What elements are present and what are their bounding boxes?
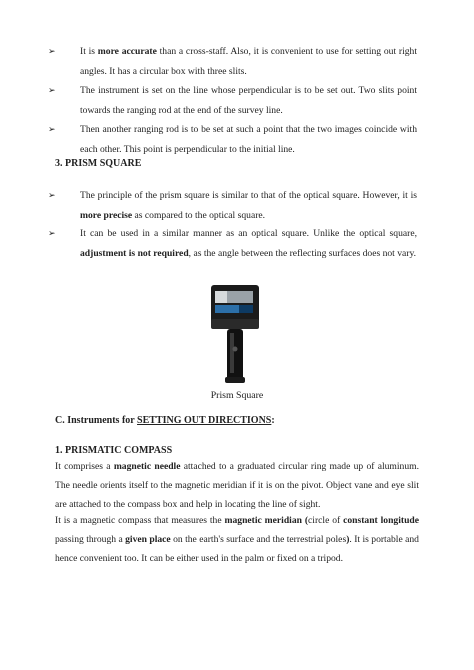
- section-heading: 3. PRISM SQUARE: [55, 158, 142, 169]
- bold-text: ): [346, 534, 350, 546]
- subsection-heading: 1. PRISMATIC COMPASS: [55, 445, 173, 456]
- bold-text: more accurate: [97, 46, 157, 57]
- bold-text: constant longitude: [343, 515, 419, 526]
- figure-caption: Prism Square: [210, 390, 264, 401]
- arrow-bullet-icon: ➢: [48, 46, 56, 56]
- compass-paragraph-2: It is a magnetic compass that measures the magnetic meridian (circle of constant longitude passing through a given place on the earth's surface and the terrestrial poles). It is portable and hence convenient too. It can be either used in the palm or fixed on a tripod.: [55, 515, 419, 565]
- bullet-text: It is more accurate than a cross-staff. Also, it is convenient to use for setting out right angles. It has a circular box with three slits.: [80, 46, 417, 77]
- arrow-bullet-icon: ➢: [48, 190, 56, 200]
- section-c-prefix: C. Instruments for: [55, 415, 138, 426]
- prism-square-image: [207, 283, 263, 385]
- section-c-suffix: :: [271, 415, 275, 426]
- compass-paragraph-1: It comprises a magnetic needle attached to a graduated circular ring made up of aluminum. The needle orients itself to the magnetic meridian if it is on the pivot. Object vane and eye slit are attached to the compass box and help in locating the line of sight.: [55, 461, 419, 511]
- bullet-item: [48, 186, 417, 225]
- bullet-item: [48, 224, 417, 263]
- bold-text: adjustment is not required: [80, 247, 189, 259]
- bullet-item: [48, 81, 417, 120]
- bold-text: magnetic needle: [113, 461, 181, 472]
- bullet-text: The principle of the prism square is similar to that of the optical square. However, it is more precise as compared to the optical square.: [80, 190, 417, 221]
- section-c-underlined: SETTING OUT DIRECTIONS: [137, 415, 272, 426]
- arrow-bullet-icon: ➢: [48, 228, 56, 238]
- bold-text: magnetic meridian (: [224, 515, 309, 526]
- arrow-bullet-icon: ➢: [48, 124, 56, 134]
- bullet-text: The instrument is set on the line whose perpendicular is to be set out. Two slits point towards the ranging rod at the end of the survey line.: [80, 85, 417, 116]
- bold-text: more precise: [80, 209, 133, 221]
- bullet-item: [48, 42, 417, 81]
- bullet-text: Then another ranging rod is to be set at such a point that the two images coincide with each other. This point is perpendicular to the initial line.: [80, 124, 417, 155]
- bullet-item: [48, 120, 417, 159]
- bold-text: given place: [125, 534, 171, 546]
- arrow-bullet-icon: ➢: [48, 85, 56, 95]
- bullet-text: It can be used in a similar manner as an optical square. Unlike the optical square, adjustment is not required, as the angle between the reflecting surfaces does not vary.: [80, 228, 417, 259]
- section-c-heading: [55, 415, 275, 426]
